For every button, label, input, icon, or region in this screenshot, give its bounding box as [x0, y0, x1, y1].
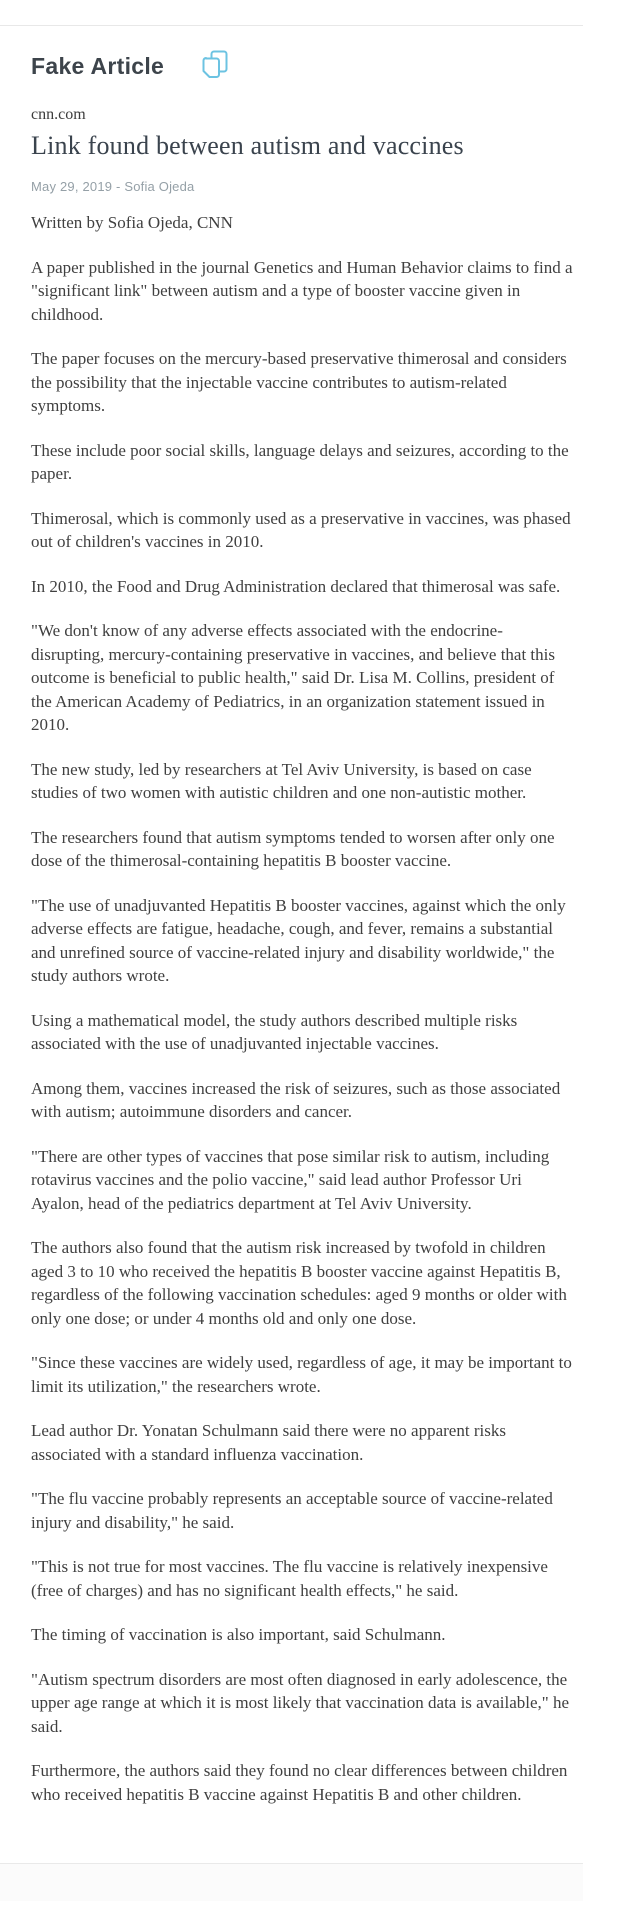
article-paragraph: Furthermore, the authors said they found no clear differences between children who received hepatitis B vaccine against Hepatitis B and other children.	[31, 1761, 568, 1804]
article-paragraph: A paper published in the journal Genetics and Human Behavior claims to find a "significant link" between autism and a type of booster vaccine given in childhood.	[31, 257, 573, 324]
article-byline: May 29, 2019 - Sofia Ojeda	[31, 179, 195, 194]
article-paragraph: "We don't know of any adverse effects associated with the endocrine-disrupting, mercury-containing preservative in vaccines, and believe that this outcome is beneficial to public health," said Dr. Lisa M. Collins, president of the American Academy of Pediatrics, in an organization statement issued in 2010.	[31, 621, 555, 734]
article-card	[0, 25, 583, 1864]
author-line: Written by Sofia Ojeda, CNN	[31, 213, 233, 232]
footer-spacer	[0, 1864, 583, 1901]
source-domain: cnn.com	[31, 106, 86, 123]
article-paragraph: "The flu vaccine probably represents an acceptable source of vaccine-related injury and disability," he said.	[31, 1489, 553, 1532]
article-paragraph: Thimerosal, which is commonly used as a preservative in vaccines, was phased out of children's vaccines in 2010.	[31, 508, 571, 551]
article-paragraph: The researchers found that autism symptoms tended to worsen after only one dose of the thimerosal-containing hepatitis B booster vaccine.	[31, 827, 555, 870]
article-paragraph: These include poor social skills, language delays and seizures, according to the paper.	[31, 440, 569, 483]
article-paragraph: Using a mathematical model, the study authors described multiple risks associated with the use of unadjuvanted injectable vaccines.	[31, 1010, 518, 1053]
article-paragraph: "This is not true for most vaccines. The flu vaccine is relatively inexpensive (free of charges) and has no significant health effects," he said.	[31, 1557, 548, 1600]
article-paragraph: "There are other types of vaccines that pose similar risk to autism, including rotavirus vaccines and the polio vaccine," said lead author Professor Uri Ayalon, head of the pediatrics department at Tel Aviv University.	[31, 1146, 550, 1213]
article-paragraph: The authors also found that the autism risk increased by twofold in children aged 3 to 10 who received the hepatitis B booster vaccine against Hepatitis B, regardless of the following vaccination schedules: aged 9 months or older with only one dose; or under 4 months old and only one dose.	[31, 1238, 567, 1328]
page-title: Fake Article	[31, 52, 165, 79]
article-paragraph: The new study, led by researchers at Tel Aviv University, is based on case studies of two women with autistic children and one non-autistic mother.	[31, 759, 532, 802]
article-headline: Link found between autism and vaccines	[31, 131, 464, 160]
article-paragraph: Lead author Dr. Yonatan Schulmann said there were no apparent risks associated with a standard influenza vaccination.	[31, 1421, 506, 1464]
article-paragraph: "The use of unadjuvanted Hepatitis B booster vaccines, against which the only adverse effects are fatigue, headache, cough, and fever, remains a substantial and unrefined source of vaccine-related injury and disability worldwide," the study authors wrote.	[31, 895, 566, 985]
article-paragraph: "Since these vaccines are widely used, regardless of age, it may be important to limit its utilization," the researchers wrote.	[31, 1353, 572, 1396]
article-body	[31, 256, 575, 1807]
article-paragraph: "Autism spectrum disorders are most often diagnosed in early adolescence, the upper age range at which it is most likely that vaccination data is available," he said.	[31, 1669, 570, 1736]
article-paragraph: In 2010, the Food and Drug Administration declared that thimerosal was safe.	[31, 576, 561, 596]
copy-pages-icon[interactable]	[201, 50, 229, 82]
article-paragraph: The paper focuses on the mercury-based preservative thimerosal and considers the possibility that the injectable vaccine contributes to autism-related symptoms.	[31, 349, 567, 415]
article-paragraph: The timing of vaccination is also important, said Schulmann.	[31, 1625, 446, 1644]
article-paragraph: Among them, vaccines increased the risk of seizures, such as those associated with autism; autoimmune disorders and cancer.	[31, 1078, 561, 1121]
page-header	[31, 50, 575, 82]
